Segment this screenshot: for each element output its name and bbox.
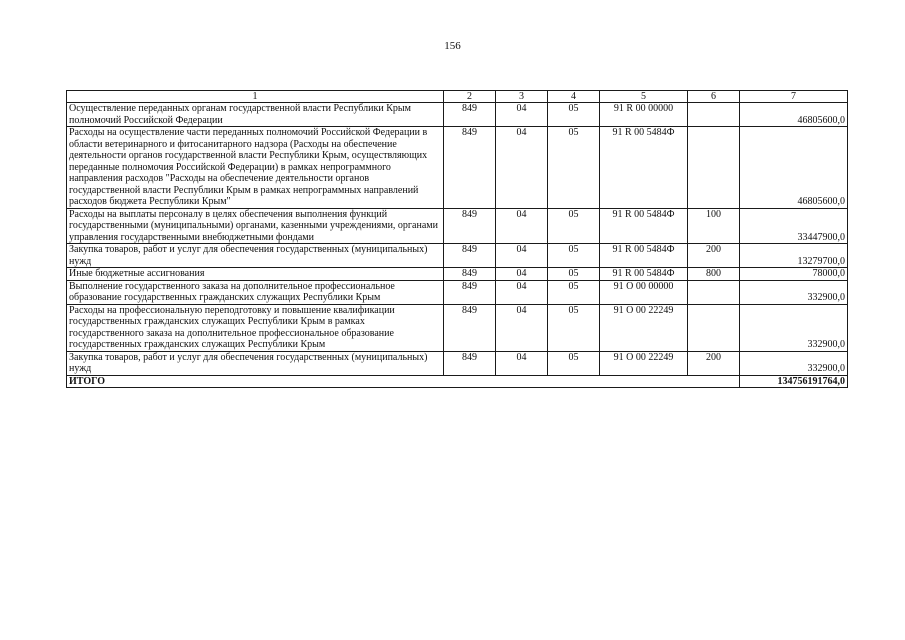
row-name: Расходы на профессиональную переподготовку и повышение квалификации государственных гражданских служащих Республики Крым в рамках государственного заказа на дополнительное профессиональное образование государственных гражданских служащих Республики Крым — [67, 304, 444, 351]
row-ved-code: 849 — [444, 268, 496, 281]
column-number: 7 — [740, 91, 848, 103]
row-subsection-code: 05 — [548, 280, 600, 304]
column-number: 6 — [688, 91, 740, 103]
row-expense-type-code — [688, 127, 740, 209]
row-target-code: 91 О 00 22249 — [600, 351, 688, 375]
row-subsection-code: 05 — [548, 351, 600, 375]
row-expense-type-code — [688, 304, 740, 351]
row-target-code: 91 R 00 5484Ф — [600, 208, 688, 244]
table-row — [67, 351, 848, 375]
row-expense-type-code: 100 — [688, 208, 740, 244]
row-ved-code: 849 — [444, 351, 496, 375]
column-number: 3 — [496, 91, 548, 103]
row-target-code: 91 О 00 00000 — [600, 280, 688, 304]
row-target-code: 91 О 00 22249 — [600, 304, 688, 351]
row-section-code: 04 — [496, 280, 548, 304]
row-amount: 33447900,0 — [740, 208, 848, 244]
row-ved-code: 849 — [444, 208, 496, 244]
row-expense-type-code — [688, 280, 740, 304]
row-name: Закупка товаров, работ и услуг для обеспечения государственных (муниципальных) нужд — [67, 244, 444, 268]
row-ved-code: 849 — [444, 280, 496, 304]
row-amount: 13279700,0 — [740, 244, 848, 268]
row-section-code: 04 — [496, 351, 548, 375]
row-section-code: 04 — [496, 103, 548, 127]
column-number: 1 — [67, 91, 444, 103]
row-amount: 78000,0 — [740, 268, 848, 281]
row-target-code: 91 R 00 5484Ф — [600, 268, 688, 281]
row-target-code: 91 R 00 00000 — [600, 103, 688, 127]
row-amount: 332900,0 — [740, 351, 848, 375]
table-body — [67, 91, 848, 388]
total-row — [67, 375, 848, 387]
row-amount: 332900,0 — [740, 280, 848, 304]
row-section-code: 04 — [496, 244, 548, 268]
budget-table — [66, 90, 848, 388]
table-row — [67, 304, 848, 351]
row-name: Осуществление переданных органам государственной власти Республики Крым полномочий Российской Федерации — [67, 103, 444, 127]
row-name: Закупка товаров, работ и услуг для обеспечения государственных (муниципальных) нужд — [67, 351, 444, 375]
row-ved-code: 849 — [444, 127, 496, 209]
row-expense-type-code: 200 — [688, 351, 740, 375]
row-subsection-code: 05 — [548, 304, 600, 351]
row-amount: 46805600,0 — [740, 127, 848, 209]
row-ved-code: 849 — [444, 103, 496, 127]
row-section-code: 04 — [496, 304, 548, 351]
table-row — [67, 244, 848, 268]
table-row — [67, 208, 848, 244]
row-name: Выполнение государственного заказа на дополнительное профессиональное образование государственных гражданских служащих Республики Крым — [67, 280, 444, 304]
row-expense-type-code: 800 — [688, 268, 740, 281]
total-label: ИТОГО — [67, 375, 740, 387]
column-number-row — [67, 91, 848, 103]
row-section-code: 04 — [496, 208, 548, 244]
row-name: Иные бюджетные ассигнования — [67, 268, 444, 281]
row-amount: 46805600,0 — [740, 103, 848, 127]
row-expense-type-code — [688, 103, 740, 127]
column-number: 5 — [600, 91, 688, 103]
row-name: Расходы на осуществление части переданных полномочий Российской Федерации в области ветеринарного и фитосанитарного надзора (Расходы на обеспечение деятельности органов государственной власти Республики Крым, осуществляющих переданные полномочия Российской Федерации) в рамках непрограммного направления расходов "Расходы на обеспечение деятельности органов государственной власти Республики Крым в рамках непрограммных направлений расходов бюджета Республики Крым" — [67, 127, 444, 209]
row-subsection-code: 05 — [548, 244, 600, 268]
row-subsection-code: 05 — [548, 103, 600, 127]
column-number: 4 — [548, 91, 600, 103]
row-amount: 332900,0 — [740, 304, 848, 351]
table-row — [67, 268, 848, 281]
row-section-code: 04 — [496, 127, 548, 209]
column-number: 2 — [444, 91, 496, 103]
table-row — [67, 280, 848, 304]
table-row — [67, 127, 848, 209]
row-ved-code: 849 — [444, 244, 496, 268]
row-ved-code: 849 — [444, 304, 496, 351]
row-subsection-code: 05 — [548, 208, 600, 244]
row-name: Расходы на выплаты персоналу в целях обеспечения выполнения функций государственными (муниципальными) органами, казенными учреждениями, органами управления государственными внебюджетными фондами — [67, 208, 444, 244]
page-number: 156 — [444, 40, 461, 52]
row-target-code: 91 R 00 5484Ф — [600, 244, 688, 268]
table-row — [67, 103, 848, 127]
row-subsection-code: 05 — [548, 268, 600, 281]
row-subsection-code: 05 — [548, 127, 600, 209]
row-expense-type-code: 200 — [688, 244, 740, 268]
total-amount: 134756191764,0 — [740, 375, 848, 387]
row-section-code: 04 — [496, 268, 548, 281]
row-target-code: 91 R 00 5484Ф — [600, 127, 688, 209]
